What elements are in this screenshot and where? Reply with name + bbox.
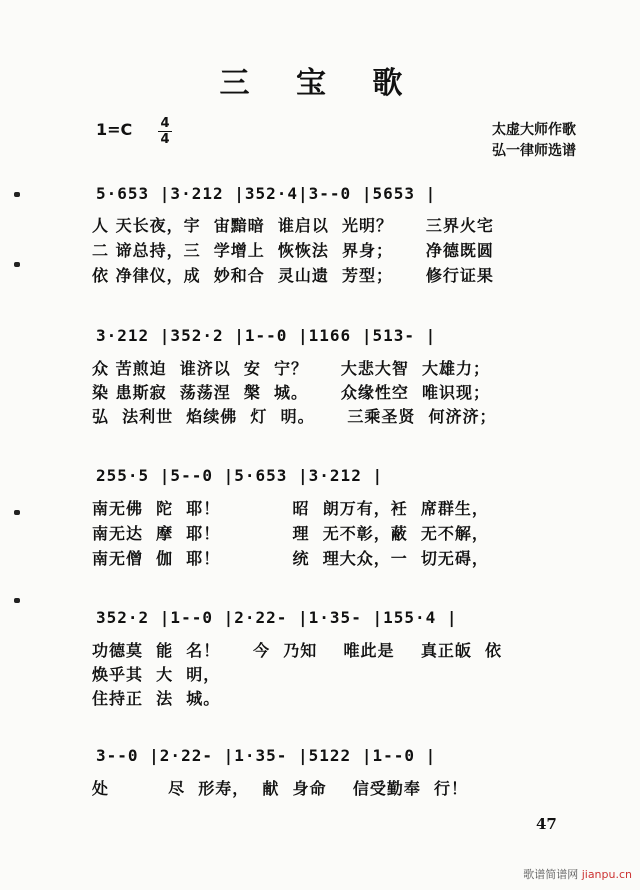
lyric-line-1-2: 二 谛总持，三 学增上 恢恢法 界身； 净德既圆 bbox=[92, 241, 494, 260]
lyric-line-5-1: 处 尽 形寿， 献 身命 信受勤奉 行！ bbox=[92, 779, 468, 798]
arranger-credit: 弘一律师选谱 bbox=[492, 143, 576, 159]
song-title: 三 宝 歌 bbox=[219, 66, 421, 101]
lyric-line-2-1: 众 苦煎迫 谁济以 安 宁？ 大悲大智 大雄力； bbox=[92, 359, 490, 378]
watermark-domain: jianpu.cn bbox=[581, 868, 632, 881]
lyric-line-3-3: 南无僧 伽 耶！ 统 理大众，一 切无碍， bbox=[92, 549, 489, 568]
notation-line-1: 5·653 |3·212 |352·4|3--0 |5653 | bbox=[96, 184, 437, 203]
notation-line-5: 3--0 |2·22- |1·35- |5122 |1--0 | bbox=[96, 746, 437, 765]
lyric-line-1-1: 人 天长夜，宇 宙黯暗 谁启以 光明？ 三界火宅 bbox=[92, 216, 494, 235]
site-watermark bbox=[523, 866, 632, 882]
watermark-text: 歌谱简谱网 bbox=[523, 868, 579, 881]
page-number: 47 bbox=[536, 815, 557, 833]
scan-mark bbox=[14, 192, 20, 197]
lyric-line-2-3: 弘 法利世 焰续佛 灯 明。 三乘圣贤 何济济； bbox=[92, 407, 497, 426]
lyric-line-1-3: 依 净律仪，成 妙和合 灵山遗 芳型； 修行证果 bbox=[92, 266, 494, 285]
time-signature bbox=[158, 117, 172, 146]
notation-line-4: 352·2 |1--0 |2·22- |1·35- |155·4 | bbox=[96, 608, 458, 627]
lyricist-credit: 太虚大师作歌 bbox=[492, 122, 576, 138]
scan-mark bbox=[14, 262, 20, 267]
lyric-line-3-1: 南无佛 陀 耶！ 昭 朗万有，衽 席群生， bbox=[92, 499, 489, 518]
notation-line-2: 3·212 |352·2 |1--0 |1166 |513- | bbox=[96, 326, 437, 345]
lyric-line-4-2: 焕乎其 大 明， bbox=[92, 665, 221, 684]
lyric-line-2-2: 染 患斯寂 荡荡涅 槃 城。 众缘性空 唯识现； bbox=[92, 383, 490, 402]
meter-bottom: 4 bbox=[160, 132, 170, 147]
meter-top: 4 bbox=[160, 116, 170, 131]
lyric-line-4-1: 功德莫 能 名！ 今 乃知 唯此是 真正皈 依 bbox=[92, 641, 502, 660]
notation-line-3: 255·5 |5--0 |5·653 |3·212 | bbox=[96, 466, 384, 485]
lyric-line-3-2: 南无达 摩 耶！ 理 无不彰，蔽 无不解， bbox=[92, 524, 489, 543]
scan-mark bbox=[14, 510, 20, 515]
lyric-line-4-3: 住持正 法 城。 bbox=[92, 689, 221, 708]
key-signature: 1=C bbox=[96, 120, 133, 139]
scan-mark bbox=[14, 598, 20, 603]
